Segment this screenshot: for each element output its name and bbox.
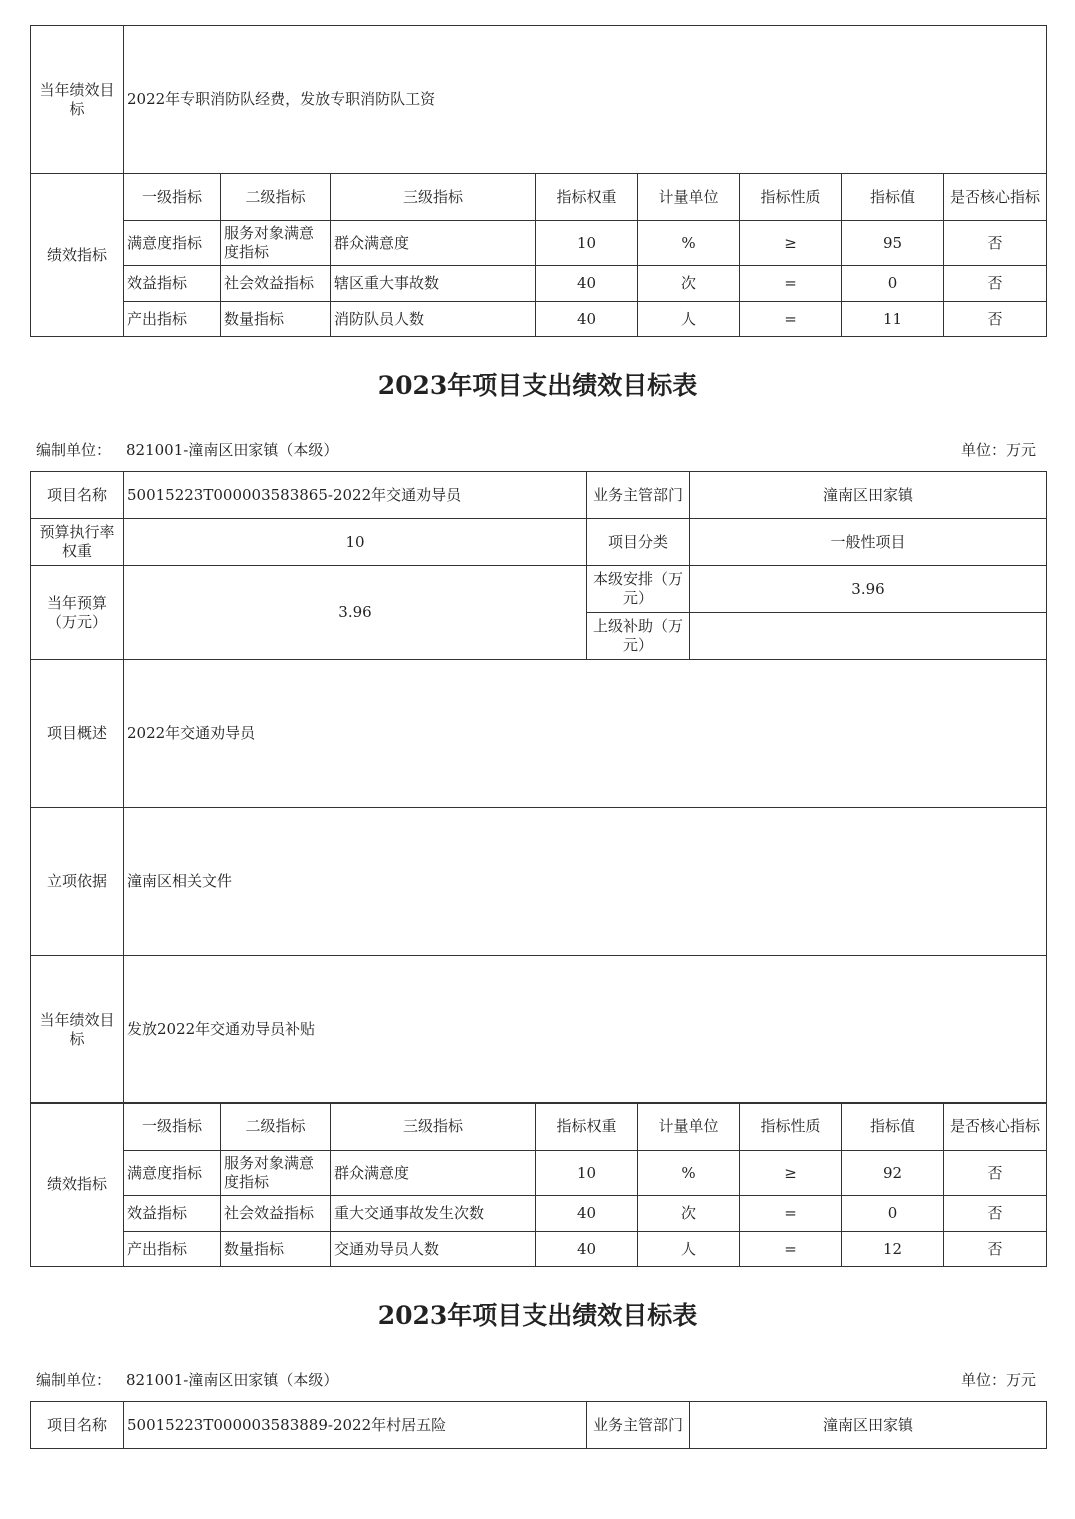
unit-value: 821001-潼南区田家镇（本级）	[126, 1371, 339, 1389]
goal-row	[31, 956, 1047, 1104]
dept-value: 潼南区田家镇	[690, 1402, 1047, 1449]
table-row	[31, 221, 1047, 266]
category-value: 一般性项目	[690, 519, 1047, 566]
indicators-label: 绩效指标	[31, 1103, 124, 1267]
cell: 交通劝导员人数	[331, 1232, 536, 1267]
cell: 数量指标	[221, 1232, 331, 1267]
cell: 10	[536, 221, 638, 266]
goal-label: 当年绩效目标	[31, 956, 124, 1104]
overview-row	[31, 660, 1047, 808]
cell: 40	[536, 1232, 638, 1267]
header-level2: 二级指标	[221, 174, 331, 221]
budget-label: 当年预算（万元）	[31, 566, 124, 660]
cell: 辖区重大事故数	[331, 266, 536, 302]
dept-value: 潼南区田家镇	[690, 472, 1047, 519]
header-unit: 计量单位	[638, 174, 740, 221]
cell: 11	[842, 302, 944, 337]
rate-weight-value: 10	[124, 519, 587, 566]
cell: 40	[536, 1196, 638, 1232]
cell: 产出指标	[124, 1232, 221, 1267]
overview-label: 项目概述	[31, 660, 124, 808]
cell: =	[740, 266, 842, 302]
table-row	[31, 302, 1047, 337]
table-row	[31, 1151, 1047, 1196]
basis-value: 潼南区相关文件	[124, 808, 1047, 956]
cell: 重大交通事故发生次数	[331, 1196, 536, 1232]
category-label: 项目分类	[587, 519, 690, 566]
cell: 次	[638, 1196, 740, 1232]
header-value: 指标值	[842, 1103, 944, 1151]
project-name-row	[31, 472, 1047, 519]
section1-indicator-table	[30, 1102, 1047, 1267]
cell: ≥	[740, 1151, 842, 1196]
cell: ≥	[740, 221, 842, 266]
cell: 否	[944, 266, 1047, 302]
cell: 效益指标	[124, 266, 221, 302]
cell: 0	[842, 1196, 944, 1232]
goal-row	[31, 26, 1047, 174]
cell: 产出指标	[124, 302, 221, 337]
cell: 否	[944, 1151, 1047, 1196]
cell: 否	[944, 1232, 1047, 1267]
cell: 92	[842, 1151, 944, 1196]
cell: 社会效益指标	[221, 266, 331, 302]
cell: 人	[638, 302, 740, 337]
cell: 40	[536, 266, 638, 302]
dept-label: 业务主管部门	[587, 472, 690, 519]
indicators-label: 绩效指标	[31, 174, 124, 337]
cell: %	[638, 1151, 740, 1196]
project-name-label: 项目名称	[31, 1402, 124, 1449]
indicator-header-row	[31, 174, 1047, 221]
cell: 95	[842, 221, 944, 266]
cell: =	[740, 302, 842, 337]
header-nature: 指标性质	[740, 1103, 842, 1151]
cell: 否	[944, 1196, 1047, 1232]
header-core: 是否核心指标	[944, 1103, 1047, 1151]
project-name-row	[31, 1402, 1047, 1449]
cell: 12	[842, 1232, 944, 1267]
table-row	[31, 1196, 1047, 1232]
budget-value: 3.96	[124, 566, 587, 660]
overview-value: 2022年交通劝导员	[124, 660, 1047, 808]
cell: 满意度指标	[124, 1151, 221, 1196]
section1-table	[30, 471, 1047, 1104]
project-name-label: 项目名称	[31, 472, 124, 519]
local-value: 3.96	[690, 566, 1047, 613]
cell: 服务对象满意度指标	[221, 221, 331, 266]
header-level1: 一级指标	[124, 1103, 221, 1151]
section0-table	[30, 25, 1047, 337]
cell: 服务对象满意度指标	[221, 1151, 331, 1196]
cell: 效益指标	[124, 1196, 221, 1232]
table-row	[31, 266, 1047, 302]
currency-label: 单位：万元	[961, 441, 1037, 459]
upper-value	[690, 613, 1047, 660]
goal-value: 发放2022年交通劝导员补贴	[124, 956, 1047, 1104]
project-name-value: 50015223T000003583889-2022年村居五险	[124, 1402, 587, 1449]
page-title: 2023年项目支出绩效目标表	[377, 1301, 698, 1330]
cell: 否	[944, 302, 1047, 337]
cell: 次	[638, 266, 740, 302]
header-level3: 三级指标	[331, 174, 536, 221]
cell: 40	[536, 302, 638, 337]
cell: 消防队员人数	[331, 302, 536, 337]
basis-label: 立项依据	[31, 808, 124, 956]
goal-value: 2022年专职消防队经费，发放专职消防队工资	[124, 26, 1047, 174]
dept-label: 业务主管部门	[587, 1402, 690, 1449]
page-title: 2023年项目支出绩效目标表	[377, 371, 698, 400]
budget-row	[31, 566, 1047, 613]
unit-label: 编制单位：	[36, 441, 112, 459]
header-level3: 三级指标	[331, 1103, 536, 1151]
project-name-value: 50015223T000003583865-2022年交通劝导员	[124, 472, 587, 519]
rate-weight-label: 预算执行率权重	[31, 519, 124, 566]
local-label: 本级安排（万元）	[587, 566, 690, 613]
section2-table	[30, 1401, 1047, 1449]
header-value: 指标值	[842, 174, 944, 221]
header-core: 是否核心指标	[944, 174, 1047, 221]
rate-row	[31, 519, 1047, 566]
cell: 0	[842, 266, 944, 302]
table-row	[31, 1232, 1047, 1267]
unit-label: 编制单位：	[36, 1371, 112, 1389]
header-weight: 指标权重	[536, 1103, 638, 1151]
header-level2: 二级指标	[221, 1103, 331, 1151]
header-nature: 指标性质	[740, 174, 842, 221]
cell: 社会效益指标	[221, 1196, 331, 1232]
header-level1: 一级指标	[124, 174, 221, 221]
goal-label: 当年绩效目标	[31, 26, 124, 174]
unit-value: 821001-潼南区田家镇（本级）	[126, 441, 339, 459]
currency-label: 单位：万元	[961, 1371, 1037, 1389]
cell: 满意度指标	[124, 221, 221, 266]
cell: 群众满意度	[331, 1151, 536, 1196]
cell: 数量指标	[221, 302, 331, 337]
cell: 人	[638, 1232, 740, 1267]
cell: 群众满意度	[331, 221, 536, 266]
indicator-header-row	[31, 1103, 1047, 1151]
cell: %	[638, 221, 740, 266]
cell: =	[740, 1196, 842, 1232]
header-unit: 计量单位	[638, 1103, 740, 1151]
upper-label: 上级补助（万元）	[587, 613, 690, 660]
cell: 10	[536, 1151, 638, 1196]
cell: =	[740, 1232, 842, 1267]
header-weight: 指标权重	[536, 174, 638, 221]
cell: 否	[944, 221, 1047, 266]
basis-row	[31, 808, 1047, 956]
